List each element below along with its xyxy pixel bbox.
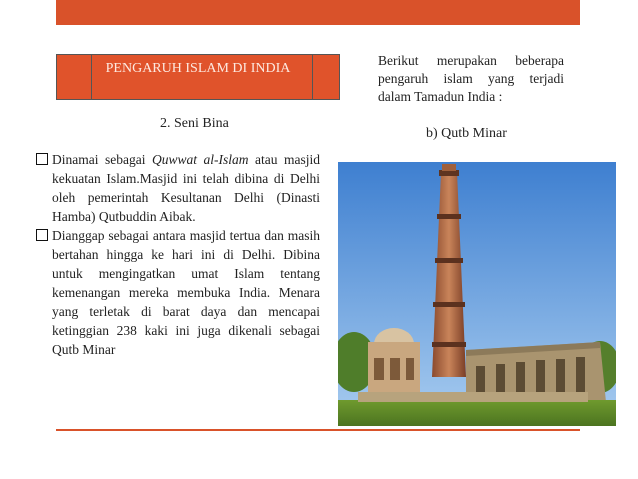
title-box — [56, 54, 340, 100]
checkbox-square-icon — [36, 229, 48, 241]
intro-text: Berikut merupakan beberapa pengaruh islam yang terjadi dalam Tamadun India : — [378, 53, 564, 104]
bullet-item — [36, 226, 320, 359]
bullet-list — [36, 150, 320, 359]
image-caption: b) Qutb Minar — [426, 126, 507, 141]
bullet-text-after: atau masjid kekuatan Islam.Masjid ini telah dibina di Delhi oleh pemerintah Kesultanan Delhi (Dinasti Hamba) Qutbuddin Aibak. — [52, 152, 320, 224]
section-subtitle: 2. Seni Bina — [160, 116, 229, 131]
qutb-minar-photo — [338, 162, 616, 426]
bullet-text-before: Dinamai sebagai — [52, 152, 152, 167]
bullet-emphasis: Quwwat al-Islam — [151, 152, 249, 167]
qutb-minar-illustration — [338, 162, 616, 426]
bottom-accent-line — [56, 429, 580, 431]
slide-title: PENGARUH ISLAM DI INDIA — [105, 61, 291, 76]
checkbox-square-icon — [36, 153, 48, 165]
bullet-text-before: Dianggap sebagai antara masjid tertua dan masih bertahan hingga ke hari ini di Delhi. Dibina untuk mengingatkan umat Islam tentang kemenangan mereka membuka India. Menara yang terletak di barat daya dan mencapai ketinggian 238 kaki ini juga dikenali sebagai Qutb Minar — [52, 228, 320, 357]
top-accent-bar — [56, 0, 580, 25]
bullet-item — [36, 150, 320, 226]
